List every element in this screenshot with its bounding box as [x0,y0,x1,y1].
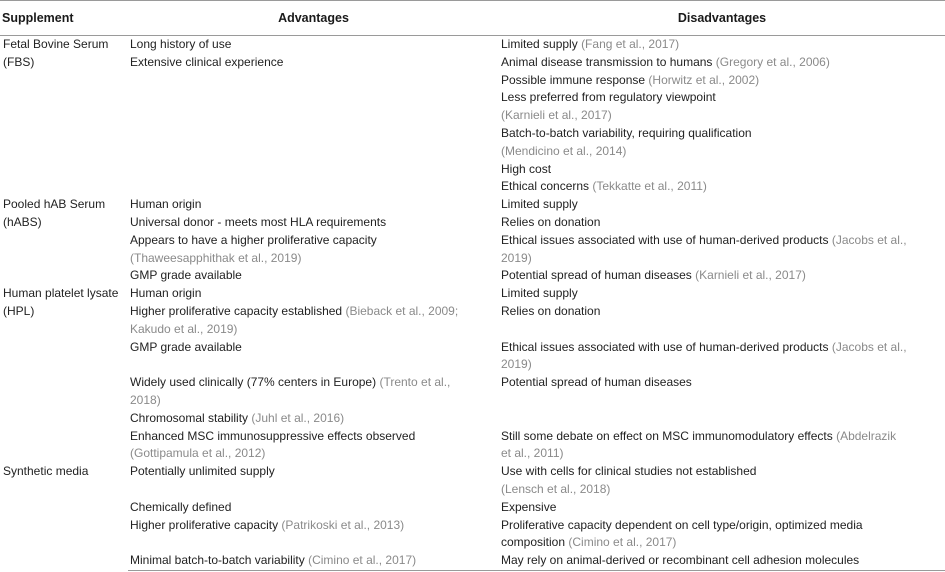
cell-line [501,196,943,214]
header-supplement: Supplement [0,1,128,36]
advantage-cell [128,410,499,428]
disadvantage-cell [499,36,945,54]
advantage-cell [128,374,499,410]
cell-line [501,499,943,517]
disadvantage-cell [499,374,945,410]
cell-line [130,232,497,250]
citation: (Horwitz et al., 2002) [648,72,760,87]
supplement-name: (hABS) [3,214,42,229]
cell-line [501,356,943,374]
cell-line [130,428,497,446]
advantage-cell [128,428,499,464]
cell-text: Potential spread of human diseases [501,268,692,283]
cell-text: Higher proliferative capacity established [130,303,343,318]
advantage-cell [128,214,499,232]
citation: (Cimino et al., 2017) [568,535,677,550]
cell-line [130,445,497,463]
cell-line [501,463,943,481]
cell-line [130,339,497,357]
advantage-cell [128,303,499,339]
citation: (Cimino et al., 2017) [308,553,417,568]
table-row [0,125,945,161]
table-row [0,517,945,553]
cell-text: Minimal batch-to-batch variability [130,553,305,568]
supplement-name: Synthetic media [3,464,89,479]
supplement-cell [0,463,128,570]
table-row [0,214,945,232]
supplement-cell [0,285,128,463]
cell-text: Chromosomal stability [130,410,249,425]
cell-text: Human origin [130,286,202,301]
cell-text: Less preferred from regulatory viewpoint [501,90,716,105]
cell-text: Relies on donation [501,214,601,229]
disadvantage-cell [499,463,945,499]
cell-line [501,303,943,321]
citation: (Fang et al., 2017) [581,37,680,51]
cell-text: Use with cells for clinical studies not established [501,464,757,479]
disadvantage-cell [499,72,945,90]
citation: (Juhl et al., 2016) [251,410,345,425]
advantage-cell [128,499,499,517]
cell-text: Appears to have a higher proliferative capacity [130,232,377,247]
disadvantage-cell [499,214,945,232]
cell-text: Relies on donation [501,303,601,318]
disadvantage-cell [499,178,945,196]
supplement-name: Pooled hAB Serum [3,197,106,212]
cell-line [501,339,943,357]
cell-line [130,552,497,570]
supplement-name: (HPL) [3,303,35,318]
table-row [0,232,945,268]
cell-line [501,72,943,90]
cell-line [130,285,497,303]
supplement-cell [0,36,128,197]
disadvantage-cell [499,428,945,464]
table-header [0,1,945,36]
cell-text: Proliferative capacity dependent on cell type/origin, optimized media [501,517,863,532]
cell-text: Potentially unlimited supply [130,464,275,479]
advantage-cell [128,552,499,570]
cell-line [130,303,497,321]
cell-line [130,410,497,428]
advantage-cell [128,232,499,268]
header-row [0,1,945,36]
disadvantage-cell [499,267,945,285]
cell-line [501,285,943,303]
disadvantage-cell [499,89,945,125]
disadvantage-cell [499,54,945,72]
cell-line [130,250,497,268]
advantage-cell [128,339,499,375]
table-row [0,36,945,54]
advantage-cell [128,285,499,303]
cell-line [130,54,497,72]
advantage-cell [128,196,499,214]
table-row [0,499,945,517]
citation: (Gregory et al., 2006) [715,54,830,69]
cell-text: Extensive clinical experience [130,54,284,69]
table-row [0,72,945,90]
disadvantage-cell [499,161,945,179]
advantage-cell [128,125,499,161]
citation: (Trento et al., [379,375,451,390]
cell-line [130,196,497,214]
table-row [0,89,945,125]
cell-text: Limited supply [501,37,578,51]
advantage-cell [128,72,499,90]
cell-line [130,499,497,517]
disadvantage-cell [499,410,945,428]
citation: 2018) [130,392,161,407]
table-row [0,285,945,303]
table-row [0,303,945,339]
header-disadvantages: Disadvantages [499,1,945,36]
supplement-name: Human platelet lysate [3,286,119,301]
citation: (Jacobs et al., [831,339,907,354]
citation: (Thaweesapphithak et al., 2019) [130,250,302,265]
disadvantage-cell [499,232,945,268]
cell-line [130,321,497,339]
table-body [0,36,945,571]
citation: (Lensch et al., 2018) [501,481,611,496]
cell-text: Widely used clinically (77% centers in Europe) [130,375,377,390]
citation: (Patrikoski et al., 2013) [281,517,405,532]
table-row [0,161,945,179]
supplement-name: Fetal Bovine Serum [3,37,109,51]
citation: Kakudo et al., 2019) [130,321,238,336]
cell-text: Expensive [501,499,557,514]
advantage-cell [128,54,499,72]
citation: (Abdelrazik [836,428,897,443]
cell-line [130,517,497,535]
cell-line [130,214,497,232]
cell-text: Universal donor - meets most HLA requirements [130,214,387,229]
advantage-cell [128,267,499,285]
cell-line [501,250,943,268]
disadvantage-cell [499,499,945,517]
cell-text: Batch-to-batch variability, requiring qualification [501,125,752,140]
disadvantage-cell [499,285,945,303]
cell-text: Ethical concerns [501,179,590,194]
table-row [0,267,945,285]
cell-text: Possible immune response [501,72,646,87]
citation: et al., 2011) [501,446,564,461]
cell-line [501,107,943,125]
citation: (Mendicino et al., 2014) [501,143,627,158]
table-row [0,54,945,72]
disadvantage-cell [499,196,945,214]
cell-text: Still some debate on effect on MSC immunomodulatory effects [501,428,833,443]
table-row [0,552,945,570]
cell-text: Limited supply [501,286,578,301]
cell-text: GMP grade available [130,268,242,283]
cell-line [501,36,943,54]
citation: 2019) [501,357,532,372]
cell-line [501,178,943,196]
cell-line [501,267,943,285]
cell-text: Higher proliferative capacity [130,517,279,532]
citation: 2019) [501,250,532,265]
disadvantage-cell [499,517,945,553]
cell-line [501,161,943,179]
cell-text: High cost [501,161,552,176]
cell-line [501,125,943,143]
advantage-cell [128,89,499,125]
cell-line [501,232,943,250]
cell-text: Human origin [130,197,202,212]
advantage-cell [128,36,499,54]
table-row [0,410,945,428]
cell-line [130,267,497,285]
table-row [0,339,945,375]
cell-text: Enhanced MSC immunosuppressive effects observed [130,428,416,443]
cell-line [501,517,943,535]
cell-line [130,463,497,481]
cell-line [501,534,943,552]
citation: (Jacobs et al., [831,232,907,247]
citation: (Karnieli et al., 2017) [695,268,806,283]
cell-line [501,481,943,499]
cell-line [501,428,943,446]
cell-line [130,392,497,410]
citation: (Karnieli et al., 2017) [501,108,612,123]
cell-line [501,552,943,570]
citation: (Tekkatte et al., 2011) [592,179,707,194]
disadvantage-cell [499,125,945,161]
cell-text: May rely on animal-derived or recombinant cell adhesion molecules [501,553,860,568]
cell-line [501,374,943,392]
advantage-cell [128,463,499,499]
table-row [0,196,945,214]
cell-line [130,374,497,392]
cell-text: Long history of use [130,37,232,51]
table-row [0,463,945,499]
disadvantage-cell [499,339,945,375]
advantage-cell [128,161,499,179]
cell-text: composition [501,535,566,550]
citation: (Gottipamula et al., 2012) [130,446,266,461]
table-row [0,428,945,464]
citation: (Bieback et al., 2009; [345,303,459,318]
advantage-cell [128,178,499,196]
cell-line [130,36,497,54]
advantage-cell [128,517,499,553]
supplement-name: (FBS) [3,54,35,69]
cell-text: Limited supply [501,197,578,212]
table-row [0,178,945,196]
header-advantages: Advantages [128,1,499,36]
disadvantage-cell [499,552,945,570]
cell-line [501,143,943,161]
cell-text: Animal disease transmission to humans [501,54,713,69]
cell-text: Potential spread of human diseases [501,375,692,390]
cell-text: Ethical issues associated with use of human-derived products [501,339,829,354]
cell-line [501,54,943,72]
cell-text: GMP grade available [130,339,242,354]
table-row [0,374,945,410]
cell-text: Chemically defined [130,499,232,514]
cell-text: Ethical issues associated with use of human-derived products [501,232,829,247]
cell-line [501,89,943,107]
cell-line [501,214,943,232]
cell-line [501,445,943,463]
disadvantage-cell [499,303,945,339]
supplement-cell [0,196,128,285]
